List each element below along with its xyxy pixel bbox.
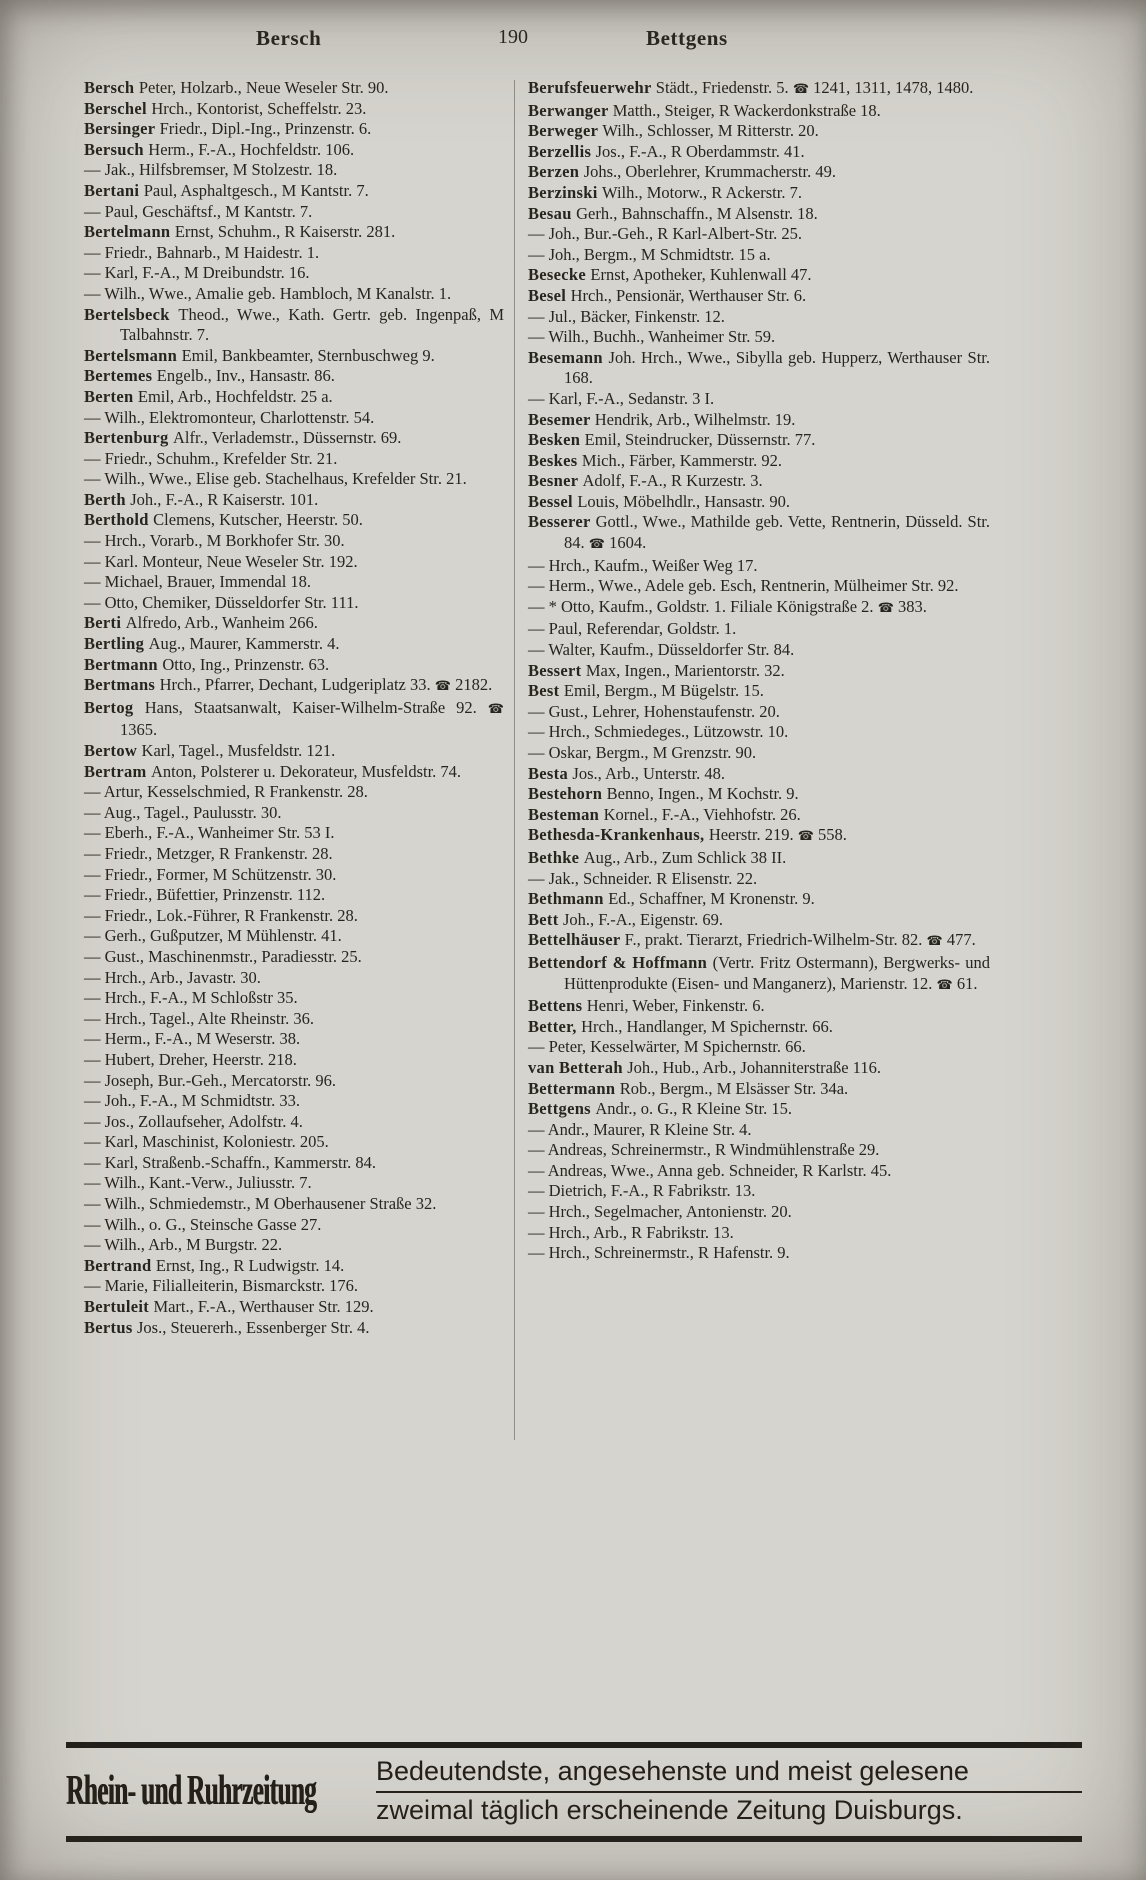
- directory-entry: — Hrch., Segelmacher, Antonienstr. 20.: [528, 1202, 792, 1222]
- entry-surname: Besner: [528, 471, 583, 491]
- entry-surname: Bertani: [84, 180, 144, 200]
- directory-entry: Bett Joh., F.-A., Eigenstr. 69.: [528, 909, 723, 929]
- directory-entry: — Hrch., Tagel., Alte Rheinstr. 36.: [84, 1008, 314, 1028]
- directory-entry: Besecke Ernst, Apotheker, Kuhlenwall 47.: [528, 265, 812, 285]
- directory-entry: Bersuch Herm., F.-A., Hochfeldstr. 106.: [84, 139, 355, 159]
- directory-entry: — Karl, F.-A., M Dreibundstr. 16.: [84, 263, 310, 283]
- entry-surname: Berufsfeuerwehr: [528, 78, 656, 97]
- directory-entry: — Hrch., Schmiedeges., Lützowstr. 10.: [528, 722, 789, 742]
- entry-surname: Bertelmann: [84, 222, 175, 242]
- directory-entry: — Oskar, Bergm., M Grenzstr. 90.: [528, 743, 757, 762]
- phone-icon: ☎: [797, 829, 814, 845]
- directory-entry: Bertrand Ernst, Ing., R Ludwigstr. 14.: [84, 1255, 345, 1275]
- column-divider: [514, 80, 515, 1440]
- directory-entry: — Hrch., Arb., Javastr. 30.: [84, 967, 261, 987]
- directory-entry: Berwanger Matth., Steiger, R Wackerdonkstraße 18.: [528, 100, 881, 120]
- entry-surname: Berten: [84, 386, 138, 406]
- entry-surname: Bertus: [84, 1317, 137, 1337]
- directory-entry: — Hubert, Dreher, Heerstr. 218.: [84, 1049, 297, 1069]
- entry-surname: Bettgens: [528, 1099, 596, 1119]
- entry-surname: Bersinger: [84, 119, 160, 139]
- directory-entry: Bertelmann Ernst, Schuhm., R Kaiserstr. 281.: [84, 222, 396, 242]
- directory-entry: Berzellis Jos., F.-A., R Oberdammstr. 41.: [528, 141, 805, 161]
- directory-entry: — Friedr., Metzger, R Frankenstr. 28.: [84, 843, 333, 863]
- entry-surname: Besecke: [528, 265, 591, 285]
- directory-entry: Bertram Anton, Polsterer u. Dekorateur, Musfeldstr. 74.: [84, 761, 462, 781]
- directory-entry: Berthold Clemens, Kutscher, Heerstr. 50.: [84, 510, 363, 530]
- entry-surname: Bertog: [84, 697, 145, 717]
- entry-surname: Berschel: [84, 98, 152, 118]
- ad-line1: Bedeutendste, angesehenste und meist gelesene: [376, 1756, 969, 1786]
- entry-surname: Bettens: [528, 996, 587, 1016]
- directory-entry: Bertmans Hrch., Pfarrer, Dechant, Ludgeriplatz 33. ☎ 2182.: [84, 675, 493, 695]
- directory-entry: — Karl. Monteur, Neue Weseler Str. 192.: [84, 551, 358, 571]
- entry-surname: Bettendorf & Hoffmann: [528, 952, 713, 972]
- directory-entry: — Wilh., Arb., M Burgstr. 22.: [84, 1235, 283, 1255]
- directory-entry: — Gust., Lehrer, Hohenstaufenstr. 20.: [528, 701, 780, 721]
- directory-entry: — Joseph, Bur.-Geh., Mercatorstr. 96.: [84, 1070, 337, 1090]
- directory-entry: — Wilh., Wwe., Elise geb. Stachelhaus, Krefelder Str. 21.: [84, 469, 467, 489]
- entry-surname: Better,: [528, 1016, 582, 1036]
- directory-entry: Berschel Hrch., Kontorist, Scheffelstr. 23.: [84, 98, 367, 118]
- directory-entry: — Joh., F.-A., M Schmidtstr. 33.: [84, 1091, 300, 1111]
- directory-entry: — Paul, Referendar, Goldstr. 1.: [528, 619, 737, 639]
- directory-entry: Best Emil, Bergm., M Bügelstr. 15.: [528, 681, 764, 701]
- directory-entry: — Wilh., Buchh., Wanheimer Str. 59.: [528, 327, 776, 347]
- phone-icon: ☎: [792, 82, 810, 97]
- directory-entry: — Hrch., Vorarb., M Borkhofer Str. 30.: [84, 531, 345, 551]
- directory-entry: — Hrch., Arb., R Fabrikstr. 13.: [528, 1222, 734, 1242]
- directory-entry: Bethmann Ed., Schaffner, M Kronenstr. 9.: [528, 889, 815, 909]
- directory-entry: — Karl, F.-A., Sedanstr. 3 I.: [528, 388, 715, 408]
- directory-entry: van Betterah Joh., Hub., Arb., Johanniterstraße 116.: [528, 1057, 881, 1077]
- directory-entry: Bertelsmann Emil, Bankbeamter, Sternbuschweg 9.: [84, 345, 435, 365]
- directory-entry: Bertemes Engelb., Inv., Hansastr. 86.: [84, 366, 335, 386]
- entry-surname: Besserer: [528, 512, 596, 532]
- ad-text: [362, 1756, 1082, 1826]
- directory-entry: Besel Hrch., Pensionär, Werthauser Str. 6.: [528, 285, 807, 305]
- entry-surname: Bethke: [528, 847, 584, 867]
- directory-entry: — Friedr., Schuhm., Krefelder Str. 21.: [84, 448, 338, 468]
- directory-entry: Bertani Paul, Asphaltgesch., M Kantstr. 7.: [84, 180, 369, 200]
- directory-entry: Berufsfeuerwehr Städt., Friedenstr. 5. ☎ 1241, 1311, 1478, 1480.: [528, 78, 974, 97]
- directory-entry: Besta Jos., Arb., Unterstr. 48.: [528, 763, 726, 783]
- page-header: [0, 26, 1146, 60]
- directory-entry: — Paul, Geschäftsf., M Kantstr. 7.: [84, 201, 313, 221]
- ad-brand: [66, 1767, 362, 1815]
- entry-surname: Berwanger: [528, 100, 613, 120]
- entry-surname: Bersch: [84, 78, 139, 97]
- entry-surname: Beskes: [528, 450, 582, 470]
- directory-entry: — Artur, Kesselschmied, R Frankenstr. 28.: [84, 782, 368, 802]
- directory-entry: — Herm., Wwe., Adele geb. Esch, Rentnerin, Mülheimer Str. 92.: [528, 576, 959, 596]
- entry-surname: Bethesda-Krankenhaus,: [528, 825, 709, 845]
- directory-entry: — Wilh., Schmiedemstr., M Oberhausener Straße 32.: [84, 1194, 437, 1214]
- directory-entry: — Jos., Zollaufseher, Adolfstr. 4.: [84, 1111, 303, 1131]
- directory-entry: Bettermann Rob., Bergm., M Elsässer Str. 34a.: [528, 1078, 849, 1098]
- entry-surname: Berth: [84, 489, 131, 509]
- page-number: 190: [498, 26, 528, 48]
- entry-surname: Berzinski: [528, 182, 603, 202]
- directory-entry: — Friedr., Former, M Schützenstr. 30.: [84, 864, 337, 884]
- directory-entry: Besau Gerh., Bahnschaffn., M Alsenstr. 18.: [528, 203, 818, 223]
- phone-icon: ☎: [487, 701, 504, 717]
- entry-surname: Besken: [528, 430, 585, 450]
- directory-entry: — Joh., Bur.-Geh., R Karl-Albert-Str. 25.: [528, 224, 803, 244]
- entry-surname: Besta: [528, 763, 573, 783]
- directory-entry: Bessert Max, Ingen., Marientorstr. 32.: [528, 660, 785, 680]
- directory-entry: — Wilh., Wwe., Amalie geb. Hambloch, M Kanalstr. 1.: [84, 283, 452, 303]
- directory-entry: Bertelsbeck Theod., Wwe., Kath. Gertr. geb. Ingenpaß, M Talbahnstr. 7.: [84, 304, 505, 345]
- directory-entry: — Friedr., Lok.-Führer, R Frankenstr. 28.: [84, 905, 358, 925]
- entry-surname: Bessert: [528, 660, 586, 680]
- directory-entry: — Jak., Hilfsbremser, M Stolzestr. 18.: [84, 160, 338, 180]
- phone-icon: ☎: [588, 537, 605, 553]
- entry-surname: Bettelhäuser: [528, 930, 625, 950]
- directory-entry: — Friedr., Büfettier, Prinzenstr. 112.: [84, 885, 326, 905]
- directory-entry: Besserer Gottl., Wwe., Mathilde geb. Vette, Rentnerin, Düsseld. Str. 84. ☎ 1604.: [528, 512, 990, 553]
- directory-entry: Besken Emil, Steindrucker, Düssernstr. 77.: [528, 430, 816, 450]
- directory-entry: — Gust., Maschinenmstr., Paradiesstr. 25.: [84, 946, 362, 966]
- entry-surname: Bertemes: [84, 366, 157, 386]
- ad-brand-text: Rhein- und Ruhrzeitung: [66, 1768, 317, 1814]
- directory-entry: Bettgens Andr., o. G., R Kleine Str. 15.: [528, 1099, 792, 1119]
- directory-entry: Bertow Karl, Tagel., Musfeldstr. 121.: [84, 741, 336, 760]
- directory-entry: Berweger Wilh., Schlosser, M Ritterstr. 20.: [528, 121, 819, 141]
- directory-entry: Bersinger Friedr., Dipl.-Ing., Prinzenstr. 6.: [84, 119, 372, 139]
- directory-entry: Bethesda-Krankenhaus, Heerstr. 219. ☎ 558.: [528, 825, 847, 845]
- directory-entry: — Jul., Bäcker, Finkenstr. 12.: [528, 306, 725, 326]
- ad-divider-rule: [376, 1791, 1082, 1793]
- directory-entry: — Hrch., Schreinermstr., R Hafenstr. 9.: [528, 1243, 790, 1263]
- directory-entry: Bettendorf & Hoffmann (Vertr. Fritz Ostermann), Bergwerks- und Hüttenprodukte (Eisen- und Manganerz), Marienstr. 12. ☎ 61.: [528, 952, 990, 993]
- entry-surname: Berthold: [84, 510, 154, 530]
- entry-surname: Bett: [528, 909, 563, 929]
- entry-surname: Bertram: [84, 761, 151, 781]
- directory-entry: Berti Alfredo, Arb., Wanheim 266.: [84, 613, 318, 633]
- entry-surname: Bertow: [84, 741, 142, 760]
- directory-entry: Berth Joh., F.-A., R Kaiserstr. 101.: [84, 489, 319, 509]
- directory-entry: — Karl, Straßenb.-Schaffn., Kammerstr. 84.: [84, 1152, 377, 1172]
- entry-surname: Bestehorn: [528, 784, 607, 804]
- entry-surname: Bertling: [84, 634, 149, 654]
- directory-entry: — Wilh., Kant.-Verw., Juliusstr. 7.: [84, 1173, 312, 1193]
- directory-entry: — Wilh., Elektromonteur, Charlottenstr. 54.: [84, 407, 375, 427]
- entry-surname: Bertmans: [84, 675, 160, 695]
- directory-entry: — Eberh., F.-A., Wanheimer Str. 53 I.: [84, 823, 335, 843]
- directory-entry: — Jak., Schneider. R Elisenstr. 22.: [528, 868, 758, 888]
- header-right-guide-word: Bettgens: [646, 26, 728, 50]
- entry-surname: Berzen: [528, 162, 584, 182]
- entry-surname: Berweger: [528, 121, 603, 141]
- directory-entry: Better, Hrch., Handlanger, M Spichernstr. 66.: [528, 1016, 833, 1036]
- entry-surname: Best: [528, 681, 564, 701]
- directory-entry: — Herm., F.-A., M Weserstr. 38.: [84, 1029, 301, 1049]
- directory-entry: — Dietrich, F.-A., R Fabrikstr. 13.: [528, 1181, 756, 1201]
- directory-entry: — Hrch., F.-A., M Schloßstr 35.: [84, 988, 298, 1008]
- directory-entry: Bertmann Otto, Ing., Prinzenstr. 63.: [84, 654, 330, 674]
- directory-entry: Berzinski Wilh., Motorw., R Ackerstr. 7.: [528, 182, 802, 202]
- directory-entry: — Peter, Kesselwärter, M Spichernstr. 66.: [528, 1037, 806, 1057]
- phone-icon: ☎: [877, 600, 894, 616]
- entry-surname: Bettermann: [528, 1078, 620, 1098]
- entry-surname: Besemann: [528, 347, 609, 367]
- entry-surname: Besteman: [528, 804, 604, 824]
- directory-entry: Bessel Louis, Möbelhdlr., Hansastr. 90.: [528, 491, 790, 511]
- entry-surname: Bertuleit: [84, 1297, 154, 1317]
- directory-entry: — Andreas, Schreinermstr., R Windmühlenstraße 29.: [528, 1140, 880, 1160]
- entry-surname: Bersuch: [84, 139, 149, 159]
- directory-entry: Bertus Jos., Steuererh., Essenberger Str. 4.: [84, 1317, 370, 1337]
- entry-surname: Berti: [84, 613, 126, 633]
- entry-surname: Bertmann: [84, 654, 163, 674]
- directory-entry: Besemer Hendrik, Arb., Wilhelmstr. 19.: [528, 409, 796, 429]
- directory-entry: — * Otto, Kaufm., Goldstr. 1. Filiale Königstraße 2. ☎ 383.: [528, 596, 927, 616]
- directory-entry: Bestehorn Benno, Ingen., M Kochstr. 9.: [528, 784, 799, 804]
- ad-line2: zweimal täglich erscheinende Zeitung Duisburgs.: [376, 1795, 963, 1825]
- newspaper-ad: [66, 1742, 1082, 1842]
- entry-surname: Besemer: [528, 409, 595, 429]
- directory-entry: — Hrch., Kaufm., Weißer Weg 17.: [528, 555, 758, 575]
- directory-entry: Beskes Mich., Färber, Kammerstr. 92.: [528, 450, 782, 470]
- entry-surname: Besel: [528, 285, 571, 305]
- entry-surname: Bessel: [528, 491, 578, 511]
- directory-entry: Bersch Peter, Holzarb., Neue Weseler Str. 90.: [84, 78, 389, 97]
- directory-entry: — Karl, Maschinist, Koloniestr. 205.: [84, 1132, 329, 1152]
- directory-entry: — Andreas, Wwe., Anna geb. Schneider, R Karlstr. 45.: [528, 1160, 892, 1180]
- directory-entry: Bertenburg Alfr., Verlademstr., Düssernstr. 69.: [84, 428, 402, 448]
- directory-entry: — Aug., Tagel., Paulusstr. 30.: [84, 802, 282, 822]
- directory-entry: — Walter, Kaufm., Düsseldorfer Str. 84.: [528, 640, 795, 660]
- directory-entry: Bertog Hans, Staatsanwalt, Kaiser-Wilhelm-Straße 92. ☎ 1365.: [84, 697, 504, 740]
- directory-entry: Besteman Kornel., F.-A., Viehhofstr. 26.: [528, 804, 801, 824]
- left-column: [84, 78, 504, 1338]
- entry-surname: Bethmann: [528, 889, 609, 909]
- directory-entry: — Otto, Chemiker, Düsseldorfer Str. 111.: [84, 592, 359, 612]
- phone-icon: ☎: [936, 977, 953, 993]
- directory-entry: — Joh., Bergm., M Schmidtstr. 15 a.: [528, 244, 771, 264]
- directory-entry: — Gerh., Gußputzer, M Mühlenstr. 41.: [84, 926, 342, 946]
- phone-icon: ☎: [434, 679, 451, 695]
- directory-entry: Bethke Aug., Arb., Zum Schlick 38 II.: [528, 847, 787, 867]
- entry-surname: Bertelsbeck: [84, 304, 179, 324]
- header-left-guide-word: Bersch: [256, 26, 322, 50]
- directory-entry: — Wilh., o. G., Steinsche Gasse 27.: [84, 1214, 322, 1234]
- entry-surname: van Betterah: [528, 1057, 628, 1077]
- directory-entry: — Andr., Maurer, R Kleine Str. 4.: [528, 1119, 752, 1139]
- directory-entry: — Michael, Brauer, Immendal 18.: [84, 572, 312, 592]
- directory-entry: Berzen Johs., Oberlehrer, Krummacherstr. 49.: [528, 162, 836, 182]
- directory-entry: Besemann Joh. Hrch., Wwe., Sibylla geb. Hupperz, Werthauser Str. 168.: [528, 347, 990, 388]
- directory-entry: Besner Adolf, F.-A., R Kurzestr. 3.: [528, 471, 763, 491]
- entry-surname: Bertenburg: [84, 428, 173, 448]
- entry-surname: Bertelsmann: [84, 345, 182, 365]
- phone-icon: ☎: [926, 934, 943, 950]
- right-column: [528, 78, 990, 1264]
- directory-entry: Bertuleit Mart., F.-A., Werthauser Str. 129.: [84, 1297, 374, 1317]
- directory-entry: — Marie, Filialleiterin, Bismarckstr. 176.: [84, 1276, 359, 1296]
- directory-entry: — Friedr., Bahnarb., M Haidestr. 1.: [84, 242, 320, 262]
- directory-entry: Berten Emil, Arb., Hochfeldstr. 25 a.: [84, 386, 333, 406]
- entry-surname: Bertrand: [84, 1255, 156, 1275]
- directory-entry: Bettelhäuser F., prakt. Tierarzt, Friedrich-Wilhelm-Str. 82. ☎ 477.: [528, 930, 976, 950]
- entry-surname: Berzellis: [528, 141, 596, 161]
- entry-surname: Besau: [528, 203, 577, 223]
- directory-entry: Bertling Aug., Maurer, Kammerstr. 4.: [84, 634, 340, 654]
- directory-entry: Bettens Henri, Weber, Finkenstr. 6.: [528, 996, 765, 1016]
